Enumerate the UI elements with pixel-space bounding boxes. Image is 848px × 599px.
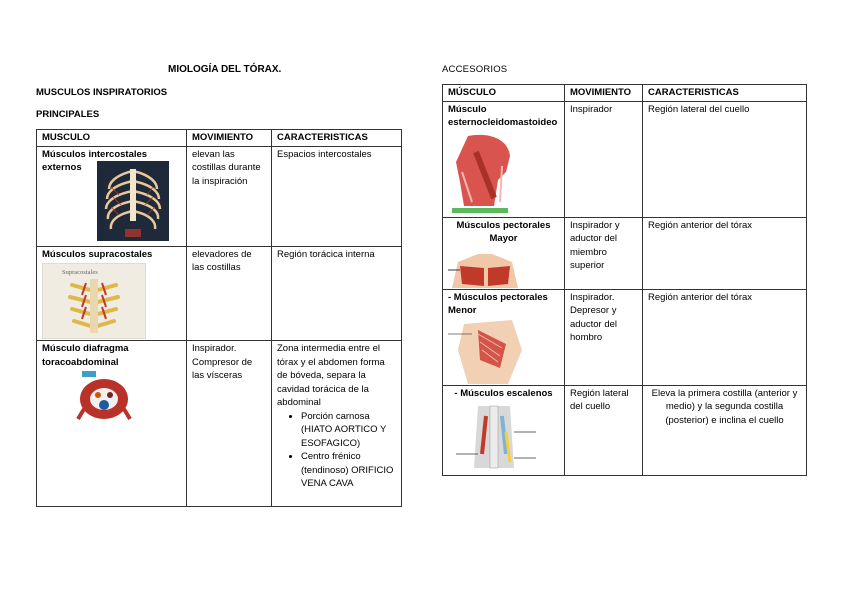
header-movement: MOVIMIENTO	[187, 130, 272, 147]
list-item: • Porción carnosa (HIATO AORTICO Y ESOFAGICO)	[301, 410, 396, 451]
muscle-name: Músculo esternocleidomastoideo	[448, 103, 558, 128]
header-muscle: MÚSCULO	[443, 85, 565, 102]
muscle-name: Músculos supracostales	[42, 248, 153, 260]
diaphragm-illustration	[74, 369, 134, 423]
table-row	[37, 146, 402, 246]
section-heading: MUSCULOS INSPIRATORIOS	[36, 87, 168, 98]
neck-muscle-illustration	[448, 132, 524, 216]
image-caption: Supracostales	[62, 269, 98, 276]
header-features: CARACTERISTICAS	[272, 130, 402, 147]
movement-cell: elevan las costillas durante la inspiración	[187, 146, 272, 246]
page-title: MIOLOGÍA DEL TÓRAX.	[168, 64, 282, 75]
table-row	[37, 341, 402, 507]
movement-cell: elevadores de las costillas	[187, 246, 272, 341]
pectoral-major-illustration	[448, 248, 522, 288]
features-cell: Región anterior del tórax	[643, 289, 807, 385]
accessories-heading: ACCESORIOS	[442, 64, 508, 75]
features-cell: Espacios intercostales	[272, 146, 402, 246]
table-row	[443, 385, 807, 476]
principal-muscles-table	[36, 129, 402, 507]
table-row	[37, 246, 402, 341]
movement-cell: Inspirador	[565, 101, 643, 217]
features-cell: Eleva la primera costilla (anterior y medio) y la segunda costilla (posterior) e inclina el cuello	[643, 385, 807, 476]
ribcage-illustration	[97, 161, 169, 241]
list-item: • Centro frénico (tendinoso) ORIFICIO VENA CAVA	[301, 450, 396, 491]
header-muscle: MUSCULO	[37, 130, 187, 147]
movement-cell: Inspirador. Depresor y aductor del hombro	[565, 289, 643, 385]
table-row	[443, 217, 807, 289]
supracostales-illustration	[42, 263, 146, 339]
subsection-heading: PRINCIPALES	[36, 109, 100, 120]
table-header-row	[37, 130, 402, 147]
muscle-name: - Músculos escalenos	[454, 387, 553, 399]
pectoral-minor-illustration	[448, 320, 528, 384]
accessory-muscles-table	[442, 84, 807, 476]
movement-cell: Región lateral del cuello	[565, 385, 643, 476]
table-header-row	[443, 85, 807, 102]
table-row	[443, 289, 807, 385]
features-cell: Región lateral del cuello	[643, 101, 807, 217]
header-movement: MOVIMIENTO	[565, 85, 643, 102]
features-cell: Región anterior del tórax	[643, 217, 807, 289]
header-features: CARACTERISTICAS	[643, 85, 807, 102]
movement-cell: Inspirador. Compresor de las vísceras	[187, 341, 272, 507]
table-row	[443, 101, 807, 217]
movement-cell: Inspirador y aductor del miembro superior	[565, 217, 643, 289]
muscle-name: Músculo diafragma toracoabdominal	[42, 343, 129, 368]
scalene-illustration	[448, 402, 544, 474]
muscle-name: Músculos pectorales Mayor	[456, 219, 551, 244]
features-cell: Región torácica interna	[272, 246, 402, 341]
muscle-name: Músculos intercostales externos	[42, 148, 148, 173]
features-cell: Zona intermedia entre el tórax y el abdomen forma de bóveda, separa la cavidad torácica de la abdominal	[277, 343, 385, 408]
features-list	[277, 410, 396, 491]
muscle-name: - Músculos pectorales Menor	[448, 291, 548, 316]
